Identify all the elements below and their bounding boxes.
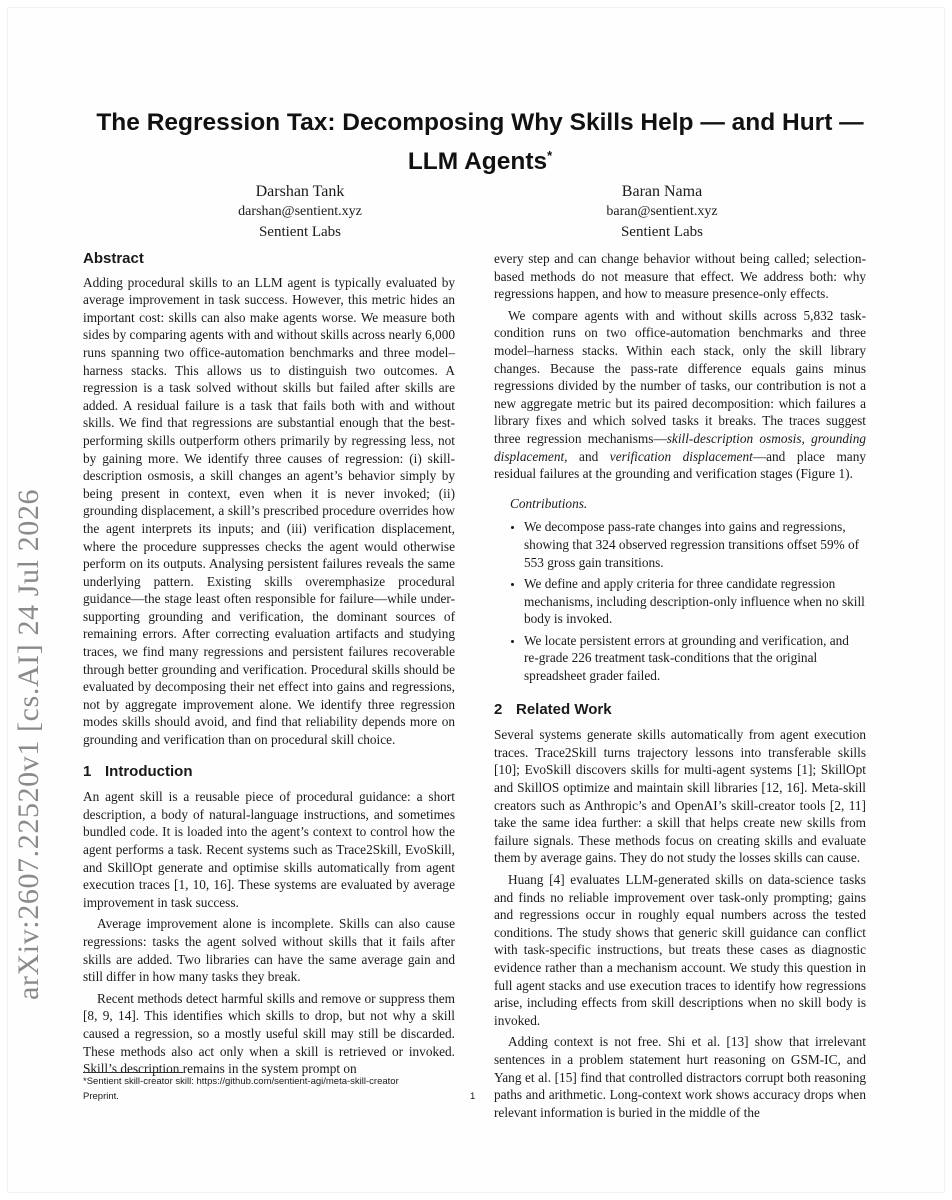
section-number: 2: [494, 700, 503, 718]
author-email: darshan@sentient.xyz: [238, 204, 362, 219]
author-name: Darshan Tank: [255, 183, 345, 200]
emphasis-text: verification displacement: [609, 448, 753, 464]
text-run: —and place many residual failures at the grounding and verification stages (Figure 1).: [494, 448, 867, 482]
right-column: [494, 250, 866, 1121]
intro-paragraph: An agent skill is a reusable piece of procedural guidance: a short description, a body of natural-language instructions, and sometimes bundled code. It is loaded into the agent’s context to control how the agent performs a task. Recent systems such as Trace2Skill, EvoSkill, and SkillOpt generate and optimise skills automatically from agent execution traces [1, 10, 16]. These systems are evaluated by average improvement in task success.: [83, 789, 455, 910]
footnote-rule: [83, 1072, 183, 1073]
section-number: 1: [83, 762, 92, 780]
author-affiliation: Sentient Labs: [620, 224, 704, 240]
preprint-label: Preprint.: [83, 1091, 119, 1102]
text-run: and: [567, 448, 610, 464]
paper-title: [70, 106, 890, 178]
contributions-label: Contributions.: [510, 495, 588, 511]
abstract-heading: Abstract: [83, 250, 144, 267]
related-paragraph: Several systems generate skills automatically from agent execution traces. Trace2Skill turns trajectory lessons into transferable skills [10]; EvoSkill discovers skills for multi-agent systems [1]; SkillOpt and SkillOS optimize and maintain skill libraries [12, 16]. Meta-skill creators such as Anthropic’s and OpenAI’s skill-creator tools [2, 11] take the same idea further: a skill that helps create new skills from failure signals. These methods focus on creating skills and evaluate them by average gains. They do not study the losses skills can cause.: [494, 727, 866, 866]
title-text: The Regression Tax: Decomposing Why Skills Help — and Hurt — LLM Agents: [96, 109, 864, 176]
author-name: Baran Nama: [621, 183, 703, 200]
author-affiliation: Sentient Labs: [258, 224, 342, 240]
section-heading-related-work: [494, 701, 866, 719]
intro-paragraph: [494, 307, 866, 483]
footnote: *Sentient skill-creator skill: https://github.com/sentient-agi/meta-skill-creator: [83, 1076, 399, 1087]
author-block: [522, 182, 802, 242]
title-footnote-mark: *: [547, 148, 553, 163]
section-heading-introduction: [83, 763, 455, 781]
page-number: 1: [470, 1091, 476, 1102]
contributions-list: [494, 518, 866, 684]
section-title: Related Work: [516, 700, 612, 718]
contribution-item: • We locate persistent errors at grounding and verification, and re-grade 226 treatment task-conditions that the original spreadsheet grader failed.: [524, 632, 866, 685]
arxiv-side-stamp: arXiv:2607.22520v1 [cs.AI] 24 Jul 2026: [12, 488, 45, 1000]
author-email: baran@sentient.xyz: [606, 204, 718, 219]
text-run: We compare agents with and without skills across 5,832 task-condition runs on two office-automation benchmarks and three model–harness stacks. Within each stack, only the skill library changes. Because the pass-rate difference equals gains minus regressions divided by the number of tasks, our contribution is not a new aggregate metric but its paired decomposition: which failures a library fixes and which solved tasks it breaks. The traces suggest three regression mechanisms—: [494, 307, 866, 446]
left-column: [83, 250, 455, 1078]
contribution-item: • We define and apply criteria for three candidate regression mechanisms, including description-only influence when no skill body is invoked.: [524, 575, 866, 628]
intro-continuation: every step and can change behavior without being called; selection-based methods do not measure that effect. We address both: why regressions happen, and how to measure presence-only effects.: [494, 251, 866, 302]
section-title: Introduction: [105, 762, 193, 780]
intro-paragraph: Average improvement alone is incomplete. Skills can also cause regressions: tasks the agent solved without skills that it fails after skills are added. Two libraries can have the same average gain and still differ in how many tasks they break.: [83, 916, 455, 985]
related-paragraph: Huang [4] evaluates LLM-generated skills on data-science tasks and finds no reliable improvement over task-only prompting; gains and regressions occur in roughly equal numbers across the tested conditions. The study shows that generic skill guidance can conflict with task-specific instructions, but treats these cases as diagnostic evidence rather than a mechanism account. We study this question in full agent stacks and use execution traces to identify how regressions arise, including effects from skill descriptions when no skill body is invoked.: [494, 872, 866, 1028]
related-paragraph: Adding context is not free. Shi et al. [13] show that irrelevant sentences in a problem statement hurt reasoning on GSM-IC, and Yang et al. [15] find that controlled distractors corrupt both reasoning paths and arithmetic. Long-context work shows accuracy drops when relevant information is buried in the middle of the: [494, 1034, 866, 1120]
emphasis-text: skill-description osmosis, grounding displacement,: [494, 430, 867, 464]
intro-paragraph: Recent methods detect harmful skills and remove or suppress them [8, 9, 14]. This identifies which skills to drop, but not why a skill caused a regression, so a mostly useful skill may still be discarded. These methods also act only when a skill is retrieved or invoked. Skill’s description remains in the system prompt on: [83, 990, 455, 1077]
contribution-item: • We decompose pass-rate changes into gains and regressions, showing that 324 observed regression transitions offset 59% of 553 gross gain transitions.: [524, 518, 866, 571]
author-block: [160, 182, 440, 242]
abstract-text: Adding procedural skills to an LLM agent is typically evaluated by average improvement in task success. However, this metric hides an important cost: skills can also make agents worse. We measure both sides by comparing agents with and without skills across nearly 6,000 runs spanning two office-automation benchmarks and three model–harness stacks. This allows us to distinguish two outcomes. A regression is a task solved without skills but failed after skills are added. A residual failure is a task that fails both with and without skills. We find that regressions are substantial enough that the best-performing skills outperform others primarily by regressing less, not by gaining more. We identify three causes of regression: (i) skill-description osmosis, a skill changes an agent’s behavior simply by being present in context, even when it is never invoked; (ii) grounding displacement, a skill’s prescribed procedure overrides how the agent interprets its inputs; and (iii) verification displacement, where the procedure suppresses checks the agent would otherwise perform on its outputs. Analysing persistent failures reveals the same underlying pattern. Existing skills overemphasize procedural guidance—the stage least often responsible for failure—while under-supporting grounding and verification, the dominant sources of remaining errors. After correcting evaluation artifacts and studying traces, we find many regressions and persistent failures recoverable through better grounding and verification. Procedural skills should be evaluated by decomposing their net effect into gains and regressions, not by aggregate improvement alone. We identify three regression modes skills should avoid, and find that reliability depends more on grounding and verification than on procedural skill choice.: [83, 274, 455, 748]
